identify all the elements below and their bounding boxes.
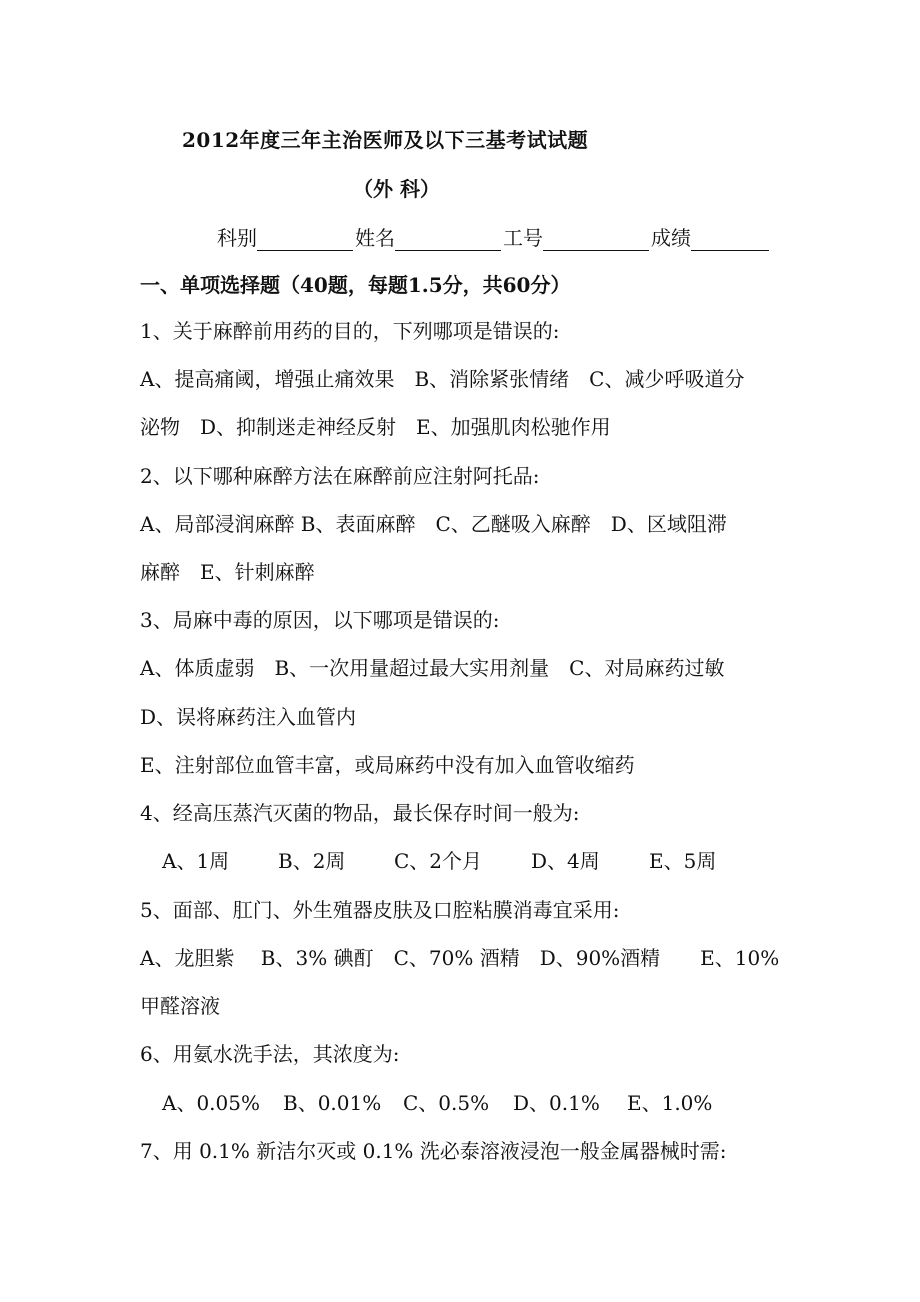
option-e: E、1.0%	[627, 1091, 713, 1115]
question-stem: 1、关于麻醉前用药的目的，下列哪项是错误的:	[140, 319, 560, 343]
field-blank-name[interactable]	[395, 228, 501, 251]
question-options-line: E、注射部位血管丰富，或局麻药中没有加入血管收缩药	[140, 753, 635, 777]
page-title: 2012年度三年主治医师及以下三基考试试题	[182, 128, 589, 152]
question-options-line: A、提高痛阈，增强止痛效果 B、消除紧张情绪 C、减少呼吸道分	[140, 367, 745, 391]
question-stem: 5、面部、肛门、外生殖器皮肤及口腔粘膜消毒宜采用:	[140, 898, 620, 922]
field-label-staff-id: 工号	[503, 226, 543, 250]
section-heading: 一、单项选择题（40题，每题1.5分，共60分）	[140, 273, 571, 297]
option-c: C、0.5%	[403, 1091, 490, 1115]
field-label-department: 科别	[217, 226, 257, 250]
question-options-line: 麻醉 E、针刺麻醉	[140, 560, 315, 584]
option-b: B、0.01%	[283, 1091, 382, 1115]
option-a: A、1周	[162, 849, 230, 873]
field-label-score: 成绩	[651, 226, 691, 250]
question-options-line: A、龙胆紫 B、3% 碘酊 C、70% 酒精 D、90%酒精 E、10%	[140, 946, 780, 970]
question-stem: 7、用 0.1% 新洁尔灭或 0.1% 洗必泰溶液浸泡一般金属器械时需:	[140, 1139, 727, 1163]
option-d: D、0.1%	[513, 1091, 600, 1115]
question-stem: 4、经高压蒸汽灭菌的物品，最长保存时间一般为:	[140, 801, 580, 825]
question-stem: 3、局麻中毒的原因，以下哪项是错误的:	[140, 608, 500, 632]
question-options-row	[162, 848, 716, 874]
option-a: A、0.05%	[162, 1091, 260, 1115]
question-options-row	[162, 1090, 712, 1116]
option-c: C、2个月	[394, 849, 483, 873]
question-stem: 2、以下哪种麻醉方法在麻醉前应注射阿托品:	[140, 464, 540, 488]
option-b: B、2周	[278, 849, 346, 873]
option-e: E、5周	[649, 849, 717, 873]
question-options-line: A、局部浸润麻醉 B、表面麻醉 C、乙醚吸入麻醉 D、区域阻滞	[140, 512, 727, 536]
field-label-name: 姓名	[355, 226, 395, 250]
page-subtitle: （外 科）	[353, 177, 440, 201]
field-blank-department[interactable]	[257, 228, 353, 251]
question-options-line: 泌物 D、抑制迷走神经反射 E、加强肌肉松驰作用	[140, 415, 611, 439]
question-options-line: A、体质虚弱 B、一次用量超过最大实用剂量 C、对局麻药过敏	[140, 656, 725, 680]
question-stem: 6、用氨水洗手法，其浓度为:	[140, 1042, 400, 1066]
candidate-info-row	[217, 222, 771, 251]
question-options-line: 甲醛溶液	[140, 994, 220, 1018]
question-options-line: D、误将麻药注入血管内	[140, 705, 357, 729]
option-d: D、4周	[531, 849, 600, 873]
field-blank-staff-id[interactable]	[543, 228, 649, 251]
field-blank-score[interactable]	[691, 228, 769, 251]
